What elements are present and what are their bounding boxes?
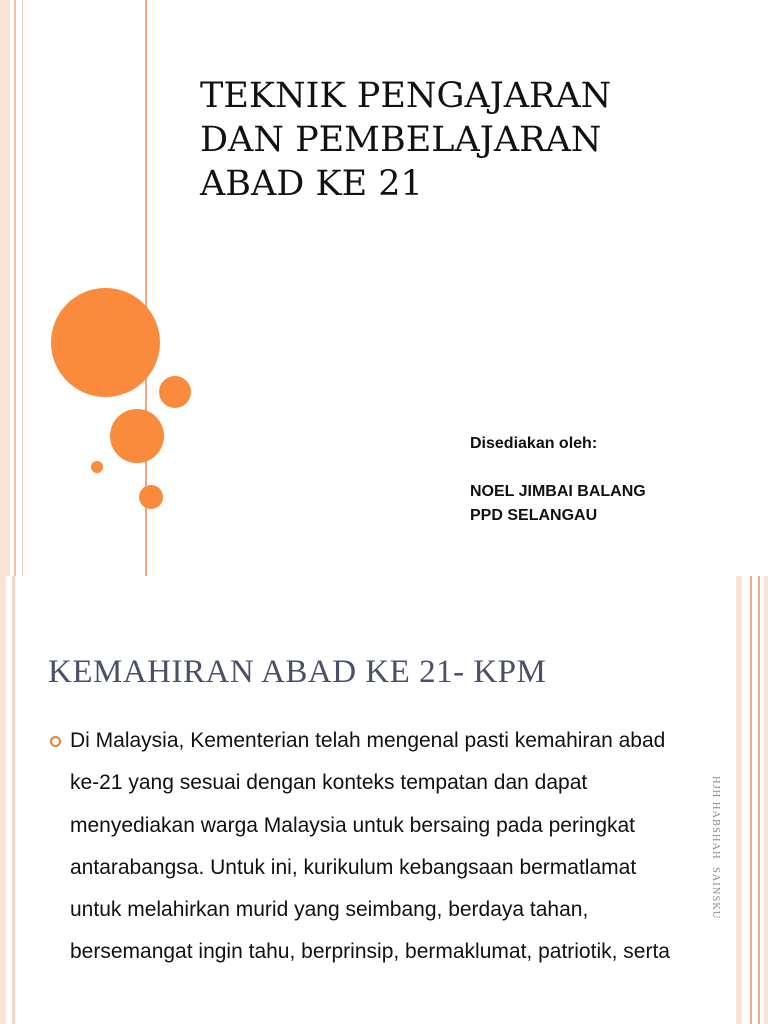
slide-title: KEMAHIRAN ABAD KE 21- KPM (48, 654, 547, 690)
author-name: NOEL JIMBAI BALANG (470, 483, 646, 500)
title-line: ABAD KE 21 (200, 164, 423, 204)
decor-stripe (764, 576, 768, 1024)
decor-stripe (12, 576, 15, 1024)
author-office: PPD SELANGAU (470, 507, 598, 524)
decor-stripe (0, 576, 6, 1024)
decor-stripe (14, 0, 16, 576)
bullet-text: Di Malaysia, Kementerian telah mengenal pasti kemahiran abad ke-21 yang sesuai dengan konteks tempatan dan dapat menyediakan warga Malaysia untuk bersaing pada peringkat antarabangsa. Untuk ini, kurikulum kebangsaan bermatlamat untuk melahirkan murid yang seimbang, berdaya tahan, bersemangat ingin tahu, berprinsip, bermaklumat, patriotik, serta (70, 729, 670, 964)
title-line: DAN PEMBELAJARAN (200, 120, 602, 160)
slide-2 (0, 576, 768, 1024)
title-line: TEKNIK PENGAJARAN (200, 76, 612, 116)
decor-circle-small (139, 485, 163, 509)
side-label: HJH HABSHAH SAINSKU (710, 776, 721, 920)
author-block (470, 480, 646, 528)
decor-circle-large (51, 288, 160, 397)
slide-title (200, 74, 720, 206)
decor-stripe (0, 0, 10, 576)
decor-circle-tiny (91, 461, 103, 473)
decor-circle-small (159, 376, 191, 408)
bullet-circle-icon (50, 736, 61, 747)
decor-circle-medium (110, 409, 164, 463)
decor-stripe (758, 576, 760, 1024)
decor-stripe (736, 576, 742, 1024)
decor-stripe (750, 576, 752, 1024)
decor-stripe (22, 0, 23, 576)
prepared-by-label: Disediakan oleh: (470, 435, 598, 452)
